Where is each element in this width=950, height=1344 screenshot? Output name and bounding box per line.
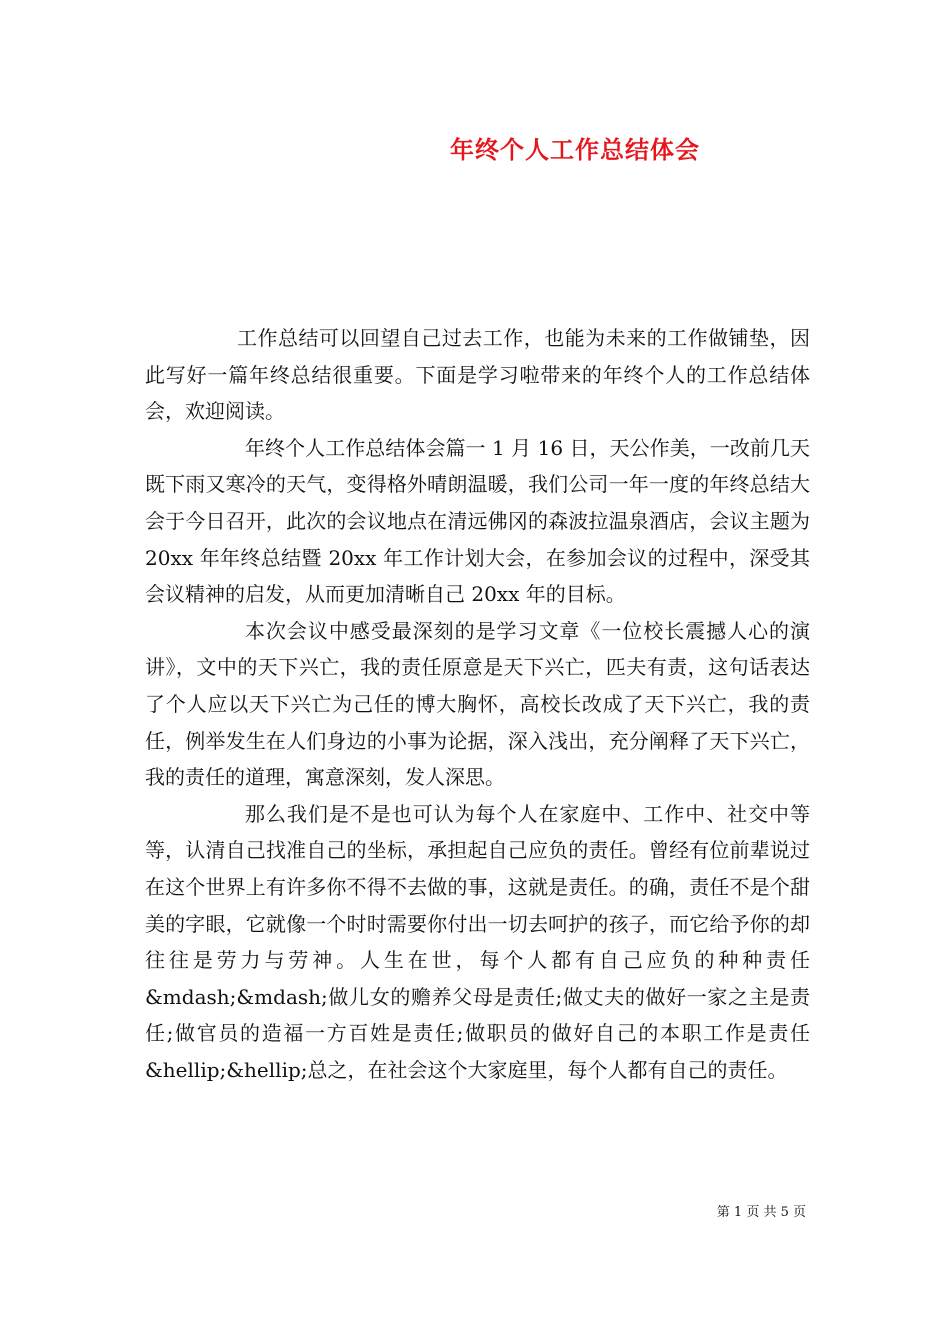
document-title: 年终个人工作总结体会 <box>450 135 700 164</box>
paragraph-part-one: 年终个人工作总结体会篇一 1 月 16 日，天公作美，一改前几天既下雨又寒冷的天气，变得格外晴朗温暖，我们公司一年一度的年终总结大会于今日召开，此次的会议地点在清远佛冈的森波拉温泉酒店，会议主题为 20xx 年年终总结暨 20xx 年工作计划大会，在参加会议的过程中，深受其会议精神的启发，从而更加清晰自己 20xx 年的目标。 <box>145 435 810 607</box>
paragraph-intro: 工作总结可以回望自己过去工作，也能为未来的工作做铺垫，因此写好一篇年终总结很重要。下面是学习啦带来的年终个人的工作总结体会，欢迎阅读。 <box>145 326 810 424</box>
document-body <box>145 320 810 1088</box>
page-number-footer: 第 1 页 共 5 页 <box>716 1205 806 1220</box>
paragraph-responsibility: 那么我们是不是也可认为每个人在家庭中、工作中、社交中等等，认清自己找准自己的坐标，承担起自己应负的责任。曾经有位前辈说过在这个世界上有许多你不得不去做的事，这就是责任。的确，责任不是个甜美的字眼，它就像一个时时需要你付出一切去呵护的孩子，而它给予你的却往往是劳力与劳神。人生在世，每个人都有自己应负的种种责任&mdash;&mdash;做儿女的赡养父母是责任;做丈夫的做好一家之主是责任;做官员的造福一方百姓是责任;做职员的做好自己的本职工作是责任&hellip;&hellip;总之，在社会这个大家庭里，每个人都有自己的责任。 <box>145 801 810 1082</box>
paragraph-meeting-impression: 本次会议中感受最深刻的是学习文章《一位校长震撼人心的演讲》，文中的天下兴亡，我的责任原意是天下兴亡，匹夫有责，这句话表达了个人应以天下兴亡为己任的博大胸怀，高校长改成了天下兴亡，我的责任，例举发生在人们身边的小事为论据，深入浅出，充分阐释了天下兴亡，我的责任的道理，寓意深刻，发人深思。 <box>145 618 810 790</box>
